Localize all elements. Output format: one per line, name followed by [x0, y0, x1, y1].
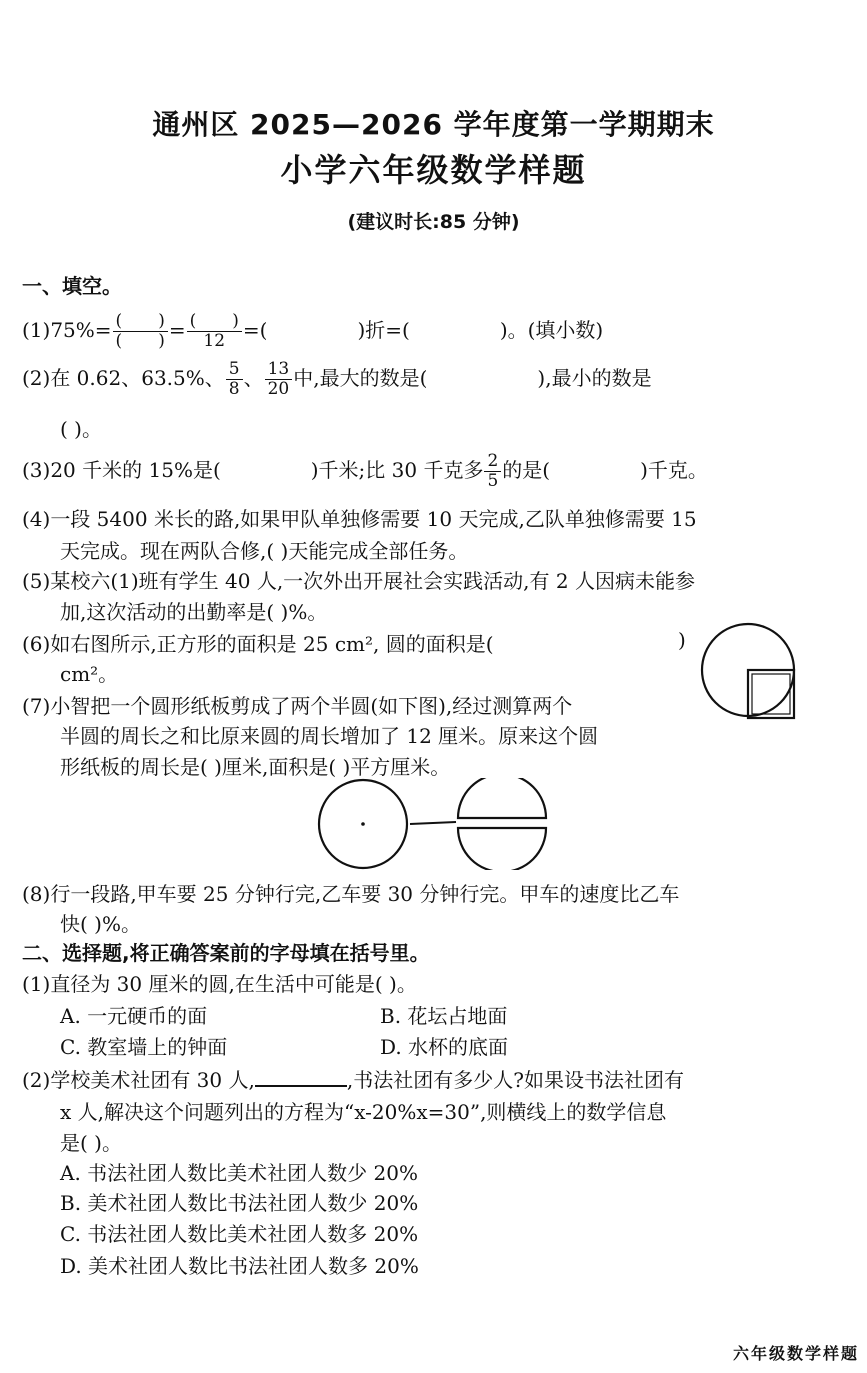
arrow-line	[410, 822, 456, 824]
question-1-3: (3)20 千米的 15%是( )千米;比 30 千克多 $\frac{2}{5}$ 的是( )千克。	[22, 451, 708, 491]
blank-fraction-2: $\frac{( )}{12}$	[187, 312, 242, 351]
lower-semicircle	[458, 828, 546, 870]
circle-square-figure	[700, 622, 800, 726]
fraction-13-20: $\frac{13}{20}$	[265, 360, 293, 399]
section1-heading: 一、填空。	[22, 274, 122, 298]
question-1-1: (1)75%= $\frac{( )}{( )}$ = $\frac{( )}{12}$ =( )折=( )。(填小数)	[22, 311, 604, 351]
upper-semicircle	[458, 778, 546, 818]
exam-duration: (建议时长:85 分钟)	[347, 211, 520, 233]
question-1-2: (2)在 0.62、63.5%、 $\frac{5}{8}$ 、 $\frac{13}{20}$ 中,最大的数是( ),最小的数是	[22, 359, 652, 399]
question-1-4-line2: 天完成。现在两队合修,( )天能完成全部任务。	[60, 539, 469, 563]
question-1-7-line1: (7)小智把一个圆形纸板剪成了两个半圆(如下图),经过测算两个	[22, 694, 573, 718]
fraction-2-5: $\frac{2}{5}$	[484, 452, 501, 491]
question-1-2-line2: ( )。	[60, 417, 102, 441]
circle-center-dot	[361, 822, 365, 826]
question-2-2-line2: x 人,解决这个问题列出的方程为“x-20%x=30”,则横线上的数学信息	[60, 1100, 667, 1124]
option-2-1-b: B. 花坛占地面	[380, 1004, 508, 1028]
page-footer: 六年级数学样题	[732, 1344, 859, 1363]
question-1-8-line1: (8)行一段路,甲车要 25 分钟行完,乙车要 30 分钟行完。甲车的速度比乙车	[22, 882, 680, 906]
exam-subtitle: 小学六年级数学样题	[280, 151, 587, 189]
option-2-2-b: B. 美术社团人数比书法社团人数少 20%	[60, 1191, 419, 1215]
answer-underline	[255, 1067, 347, 1087]
question-1-6-line2: cm²。	[60, 662, 119, 686]
question-1-5-line2: 加,这次活动的出勤率是( )%。	[60, 600, 328, 624]
circle-cut-figure	[316, 778, 552, 870]
question-2-2-line1: (2)学校美术社团有 30 人, ,书法社团有多少人?如果设书法社团有	[22, 1068, 684, 1092]
section2-heading: 二、选择题,将正确答案前的字母填在括号里。	[22, 941, 430, 965]
question-2-2-line3: 是( )。	[60, 1131, 122, 1155]
option-2-1-c: C. 教室墙上的钟面	[60, 1035, 228, 1059]
option-2-2-a: A. 书法社团人数比美术社团人数少 20%	[60, 1161, 418, 1185]
question-1-6-close-paren: )	[678, 628, 686, 652]
question-1-5-line1: (5)某校六(1)班有学生 40 人,一次外出开展社会实践活动,有 2 人因病未能参	[22, 569, 695, 593]
question-1-6-line1: (6)如右图所示,正方形的面积是 25 cm², 圆的面积是(	[22, 632, 494, 656]
question-1-7-line2: 半圆的周长之和比原来圆的周长增加了 12 厘米。原来这个圆	[60, 724, 599, 748]
question-1-4-line1: (4)一段 5400 米长的路,如果甲队单独修需要 10 天完成,乙队单独修需要 15	[22, 507, 697, 531]
option-2-1-d: D. 水杯的底面	[380, 1035, 509, 1059]
fraction-5-8: $\frac{5}{8}$	[226, 360, 243, 399]
option-2-2-c: C. 书法社团人数比美术社团人数多 20%	[60, 1222, 419, 1246]
blank-fraction-1: $\frac{( )}{( )}$	[113, 312, 168, 351]
question-2-1-stem: (1)直径为 30 厘米的圆,在生活中可能是( )。	[22, 972, 417, 996]
option-2-2-d: D. 美术社团人数比书法社团人数多 20%	[60, 1254, 419, 1278]
question-1-8-line2: 快( )%。	[60, 912, 141, 936]
exam-title: 通州区 2025—2026 学年度第一学期期末	[152, 108, 715, 141]
option-2-1-a: A. 一元硬币的面	[60, 1004, 208, 1028]
question-1-7-line3: 形纸板的周长是( )厘米,面积是( )平方厘米。	[60, 755, 451, 779]
